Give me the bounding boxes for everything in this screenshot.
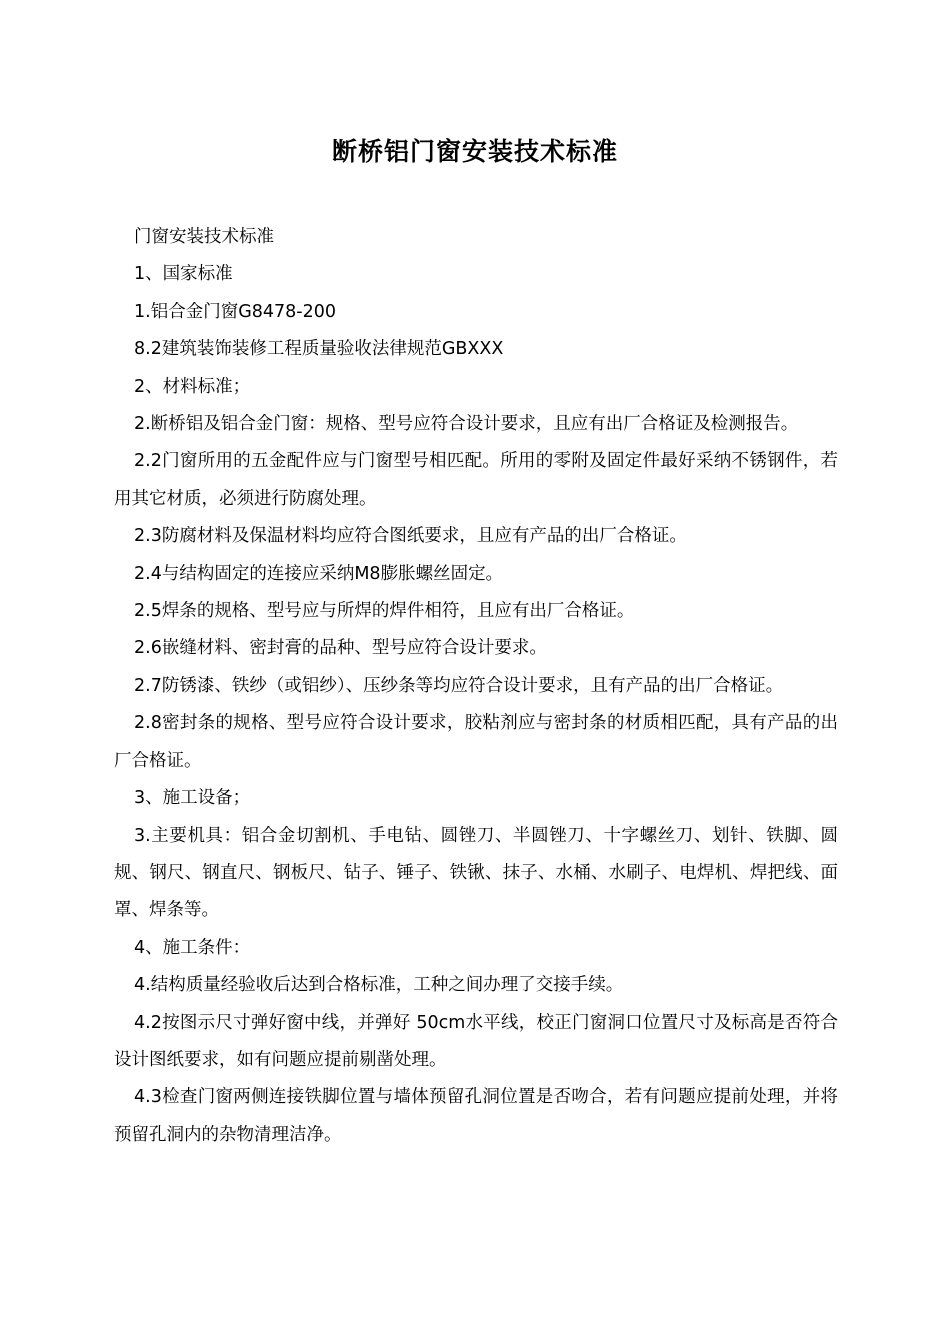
paragraph: 2.7防锈漆、铁纱（或铝纱）、压纱条等均应符合设计要求，且有产品的出厂合格证。 [134,675,784,696]
paragraph: 3.主要机具：铝合金切割机、手电钻、圆锉刀、半圆锉刀、十字螺丝刀、划针、铁脚、圆规、钢尺、钢直尺、钢板尺、钻子、锤子、铁锹、抹子、水桶、水刷子、电焊机、焊把线、面罩、焊条等。 [114,825,838,921]
paragraph: 2.2门窗所用的五金配件应与门窗型号相匹配。所用的零附及固定件最好采纳不锈钢件，若用其它材质，必须进行防腐处理。 [114,451,838,509]
paragraph: 1.铝合金门窗G8478-200 [134,301,337,322]
paragraph: 4.结构质量经验收后达到合格标准，工种之间办理了交接手续。 [134,975,624,996]
paragraph: 8.2建筑装饰装修工程质量验收法律规范GBXXX [134,339,504,360]
paragraph: 2.8密封条的规格、型号应符合设计要求，胶粘剂应与密封条的材质相匹配，具有产品的出厂合格证。 [114,713,838,771]
section-heading: 2、材料标准； [134,376,251,397]
section-heading: 1、国家标准 [134,264,233,285]
document-body [114,219,838,1154]
paragraph: 2.5焊条的规格、型号应与所焊的焊件相符，且应有出厂合格证。 [134,601,635,622]
paragraph: 4.3检查门窗两侧连接铁脚位置与墙体预留孔洞位置是否吻合，若有问题应提前处理，并将预留孔洞内的杂物清理洁净。 [114,1087,838,1145]
document-title: 断桥铝门窗安装技术标准 [331,137,618,166]
paragraph: 2.3防腐材料及保温材料均应符合图纸要求，且应有产品的出厂合格证。 [134,526,687,547]
paragraph: 门窗安装技术标准 [134,227,274,247]
paragraph: 2.6嵌缝材料、密封膏的品种、型号应符合设计要求。 [134,638,547,659]
paragraph: 4.2按图示尺寸弹好窗中线，并弹好 50cm水平线，校正门窗洞口位置尺寸及标高是否符合设计图纸要求，如有问题应提前剔凿处理。 [114,1012,838,1070]
paragraph: 2.断桥铝及铝合金门窗：规格、型号应符合设计要求，且应有出厂合格证及检测报告。 [134,414,799,435]
section-heading: 3、施工设备； [134,788,251,809]
paragraph: 2.4与结构固定的连接应采纳M8膨胀螺丝固定。 [134,563,504,584]
section-heading: 4、施工条件： [134,937,251,958]
